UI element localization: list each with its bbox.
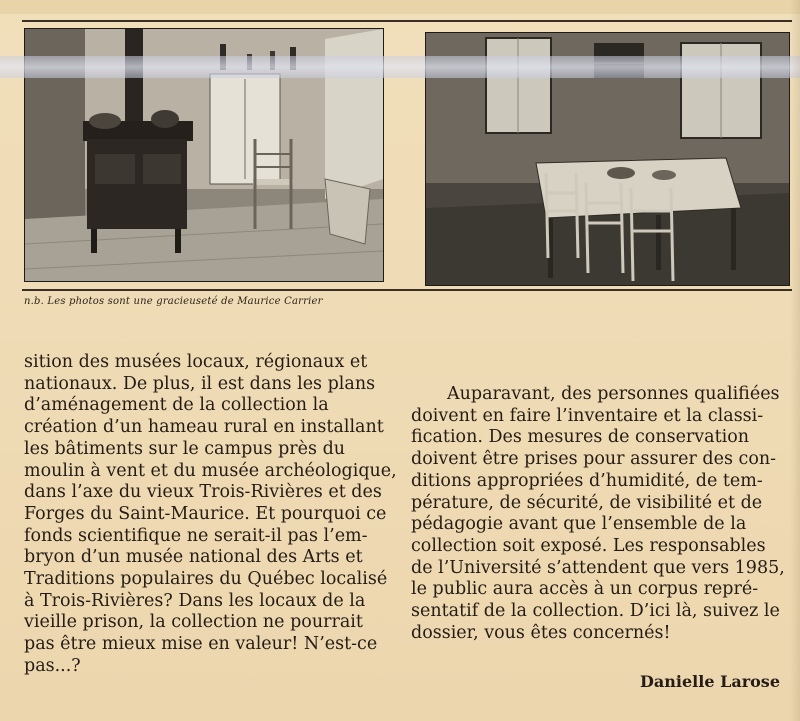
text-line: fication. Des mesures de conservation: [411, 427, 750, 448]
text-line: d’aménagement de la collection la: [24, 395, 329, 416]
left-column-paragraph: [24, 352, 397, 678]
photo-dining-table-image: [426, 33, 789, 285]
text-line: doivent être prises pour assurer des con-: [411, 449, 777, 470]
article-column-right: [411, 384, 786, 644]
photo-bottom-rule: [22, 289, 792, 291]
text-line: de l’Université s’attendent que vers 1985,: [411, 557, 785, 578]
text-line: fonds scientifique ne serait-il pas l’em-: [24, 525, 368, 546]
text-line: moulin à vent et du musée archéologique,: [24, 460, 397, 481]
text-line: Traditions populaires du Québec localisé: [24, 569, 388, 590]
photo-caption: n.b. Les photos sont une gracieuseté de Maurice Carrier: [24, 296, 323, 307]
text-line: le public aura accès à un corpus repré-: [411, 579, 759, 600]
photo-wood-stove-room: [24, 28, 384, 282]
text-line: doivent en faire l’inventaire et la classi-: [411, 405, 764, 426]
text-line: pédagogie avant que l’ensemble de la: [411, 514, 747, 535]
text-line: Forges du Saint-Maurice. Et pourquoi ce: [24, 503, 387, 524]
text-line: sition des musées locaux, régionaux et: [24, 352, 368, 372]
text-line: à Trois-Rivières? Dans les locaux de la: [24, 590, 366, 611]
text-line: dossier, vous êtes concernés!: [411, 622, 671, 643]
text-line: les bâtiments sur le campus près du: [24, 438, 346, 459]
right-column-paragraph: [411, 384, 786, 644]
text-line: nationaux. De plus, il est dans les plans: [24, 373, 376, 394]
text-line: ditions appropriées d’humidité, de tem-: [411, 470, 763, 491]
paper-edge-shadow: [790, 0, 800, 721]
text-line: création d’un hameau rural en installant: [24, 417, 384, 438]
paper-top-strip: [0, 0, 800, 14]
article-column-left: [24, 352, 397, 678]
text-line: pas...?: [24, 655, 81, 676]
photo-wood-stove-image: [25, 29, 383, 281]
author-signature: Danielle Larose: [640, 672, 780, 691]
text-line: dans l’axe du vieux Trois-Rivières et des: [24, 482, 382, 503]
text-line: vieille prison, la collection ne pourrait: [24, 612, 363, 633]
text-line: Auparavant, des personnes qualifiées: [447, 384, 780, 404]
text-line: pas être mieux mise en valeur! N’est-ce: [24, 634, 378, 655]
photo-dining-table-room: [425, 32, 790, 286]
text-line: bryon d’un musée national des Arts et: [24, 547, 363, 568]
text-line: pérature, de sécurité, de visibilité et de: [411, 492, 763, 513]
text-line: collection soit exposé. Les responsables: [411, 535, 766, 556]
text-line: sentatif de la collection. D’ici là, suivez le: [411, 601, 780, 622]
top-rule: [22, 20, 792, 22]
